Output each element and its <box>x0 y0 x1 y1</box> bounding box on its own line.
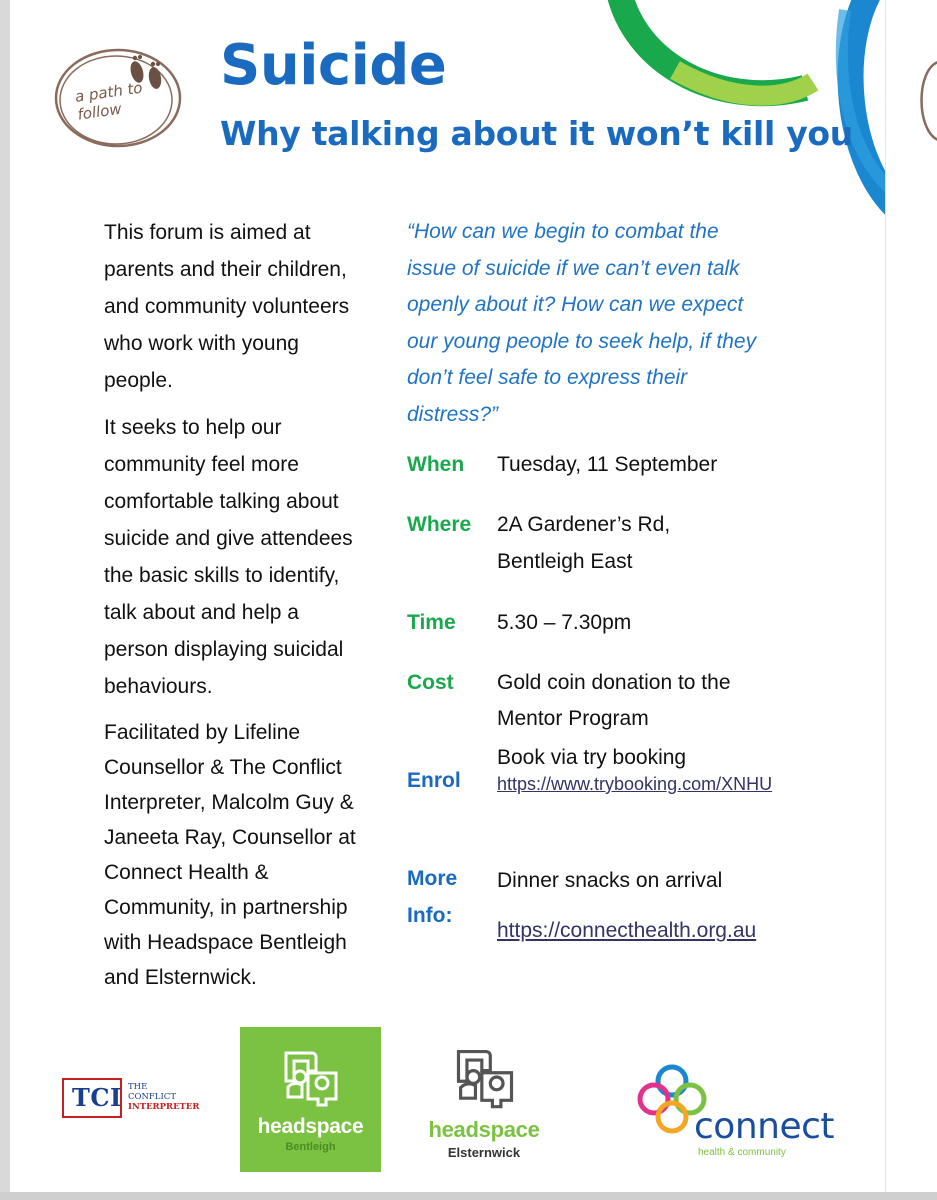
adjacent-logo-fragment <box>886 0 937 200</box>
enrol-label: Enrol <box>407 769 461 792</box>
more-info-label: More Info: <box>407 867 458 927</box>
intro-column <box>104 214 366 1005</box>
adjacent-page-edge <box>885 0 937 1200</box>
tci-line-3: INTERPRETER <box>128 1102 200 1112</box>
headspace-bentleigh-logo <box>240 1027 381 1172</box>
when-label: When <box>407 453 465 476</box>
quote-text: “How can we begin to combat the issue of suicide if we can’t even talk openly about it? How can we expect our young people to seek help, if they don’t feel safe to express their distress?” <box>407 220 757 426</box>
tci-letters: TCI <box>72 1083 122 1112</box>
time-value: 5.30 – 7.30pm <box>497 611 632 634</box>
headspace-bentleigh-word: headspace <box>257 1115 364 1138</box>
page-subtitle: Why talking about it won’t kill you <box>220 114 854 153</box>
intro-paragraph-facilitators: Facilitated by Lifeline Counsellor & The Conflict Interpreter, Malcolm Guy & Janeeta Ray, Counsellor at Connect Health & Community, in partnership with Headspace Bentleigh and Elsternwick. <box>104 721 356 989</box>
enrol-value: Book via try booking <box>497 746 687 769</box>
when-value: Tuesday, 11 September <box>497 453 718 476</box>
partner-logos <box>10 1025 937 1185</box>
tci-logo <box>62 1076 212 1122</box>
headspace-bentleigh-location: Bentleigh <box>285 1141 336 1153</box>
page-bottom-edge <box>0 1192 937 1200</box>
logo-path-text: a path to follow <box>73 78 144 124</box>
connecthealth-link[interactable]: https://connecthealth.org.au <box>497 919 757 942</box>
page-title: Suicide <box>220 33 447 98</box>
headspace-elsternwick-location: Elsternwick <box>447 1145 521 1160</box>
intro-paragraph-audience: This forum is aimed at parents and their children, and community volunteers who work with young people. <box>104 221 350 392</box>
headspace-heads-icon <box>450 1045 520 1109</box>
flyer-page <box>10 0 937 1192</box>
cost-value: Gold coin donation to the Mentor Program <box>497 671 731 730</box>
headspace-heads-icon <box>278 1047 344 1107</box>
headspace-elsternwick-word: headspace <box>428 1117 540 1142</box>
tci-line-2: CONFLICT <box>128 1092 176 1102</box>
intro-paragraph-purpose: It seeks to help our community feel more comfortable talking about suicide and give attendees the basic skills to identify, talk about and help a person displaying suicidal behaviours. <box>104 416 353 698</box>
trybooking-link[interactable]: https://www.trybooking.com/XNHU <box>497 774 773 794</box>
where-value: 2A Gardener’s Rd, Bentleigh East <box>497 513 671 573</box>
connect-tagline: health & community <box>698 1147 786 1158</box>
time-label: Time <box>407 611 456 634</box>
connect-word: connect <box>694 1106 835 1147</box>
tci-line-1: THE <box>128 1082 148 1092</box>
cost-label: Cost <box>407 671 454 694</box>
connect-logo <box>628 1051 858 1171</box>
tci-name <box>128 1082 210 1112</box>
more-info-link-container <box>497 912 759 949</box>
more-info-value: Dinner snacks on arrival <box>497 869 723 892</box>
headspace-elsternwick-logo <box>414 1041 554 1169</box>
where-label: Where <box>407 513 472 536</box>
enrol-link-container <box>497 773 773 795</box>
